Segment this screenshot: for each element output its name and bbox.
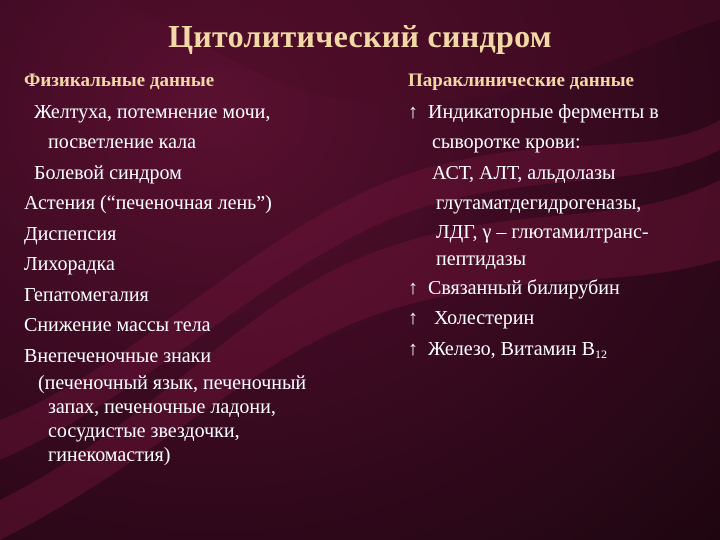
- paraclinical-findings-heading: Параклинические данные: [408, 70, 634, 91]
- arrow-up-icon: ↑: [408, 307, 418, 329]
- physical-findings-column: [24, 66, 384, 467]
- list-item: [408, 273, 713, 304]
- list-item: посветление кала: [48, 131, 196, 153]
- list-item: Желтуха, потемнение мочи,: [34, 100, 271, 123]
- list-item: АСТ, АЛТ, альдолазы: [432, 161, 616, 184]
- arrow-up-icon: ↑: [408, 276, 418, 299]
- list-item-text: Индикаторные ферменты в: [428, 100, 659, 123]
- list-item: Лихорадка: [24, 253, 115, 275]
- arrow-up-icon: ↑: [408, 337, 418, 360]
- list-item: пептидазы: [436, 247, 527, 270]
- list-item: Гепатомегалия: [24, 283, 149, 306]
- list-item: сосудистые звездочки,: [48, 420, 240, 442]
- list-item: сыворотке крови:: [432, 131, 581, 153]
- list-item: Внепеченочные знаки: [24, 344, 212, 367]
- list-item: запах, печеночные ладони,: [48, 396, 276, 418]
- list-item: Астения (“печеночная лень”): [24, 192, 272, 214]
- list-item: Снижение массы тела: [24, 314, 211, 336]
- list-item: глутаматдегидрогеназы,: [436, 192, 642, 214]
- list-item: [408, 303, 713, 334]
- list-item-text: Связанный билирубин: [428, 276, 620, 299]
- list-item: (печеночный язык, печеночный: [38, 372, 307, 394]
- list-item: Диспепсия: [24, 222, 117, 245]
- list-item: Болевой синдром: [34, 161, 182, 184]
- arrow-up-icon: ↑: [408, 100, 418, 123]
- list-item-text: Железо, Витамин В: [428, 337, 595, 360]
- list-item: [408, 97, 713, 128]
- paraclinical-findings-column: [408, 66, 713, 369]
- subscript: 12: [594, 346, 607, 361]
- list-item-text: Холестерин: [434, 307, 535, 329]
- list-item: гинекомастия): [48, 444, 171, 466]
- slide-title: Цитолитический синдром: [168, 18, 552, 54]
- list-item: ЛДГ, γ – глютамилтранс-: [436, 220, 649, 243]
- list-item: [408, 334, 713, 370]
- physical-findings-heading: Физикальные данные: [24, 70, 215, 91]
